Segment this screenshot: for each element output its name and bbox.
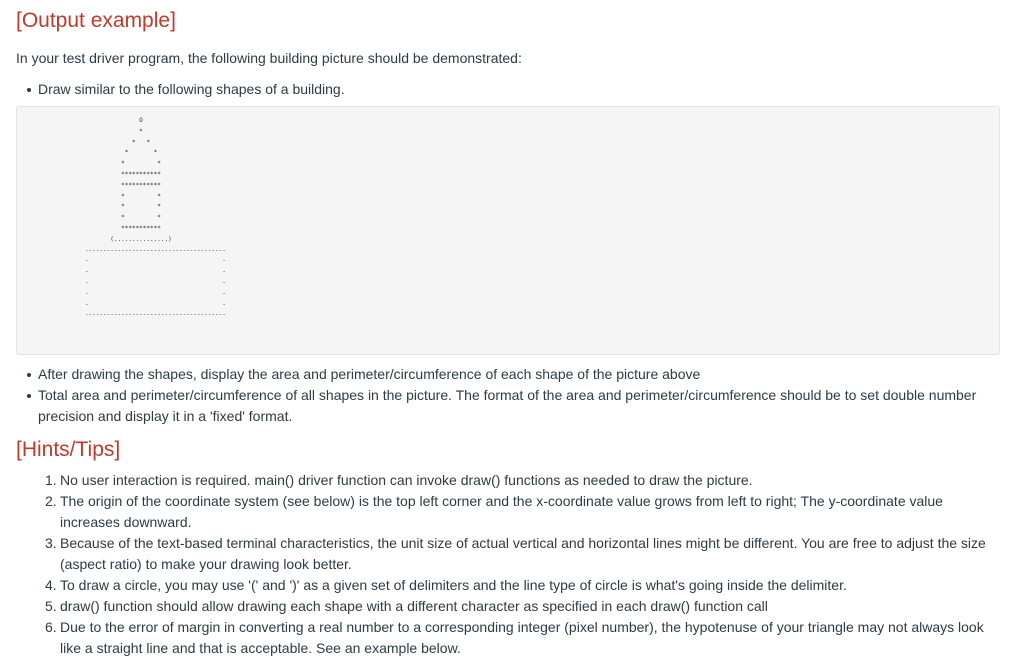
hint-number: 5. (45, 598, 57, 614)
hint-item (16, 533, 1000, 575)
hints-list (16, 470, 1000, 659)
code-block (16, 106, 1000, 355)
hint-item (16, 617, 1000, 659)
hint-number: 4. (45, 577, 57, 593)
intro-paragraph: In your test driver program, the following building picture should be demonstrated: (16, 50, 522, 66)
hint-text: To draw a circle, you may use '(' and ')' as a given set of delimiters and the line type of circle is what's going inside the delimiter. (60, 577, 847, 593)
hint-item (16, 596, 1000, 617)
hints-tips-heading: [Hints/Tips] (16, 438, 121, 461)
hint-number: 6. (45, 619, 57, 635)
ascii-building-drawing: O * * * * * * * *********** *********** * * * * * * *********** (...............) --------------------------------------- - - - - - - - - - - --------------------------------------- (85, 117, 226, 319)
bullet-list-bottom (16, 364, 1000, 427)
hint-text: No user interaction is required. main() driver function can invoke draw() functions as needed to draw the picture. (60, 472, 753, 488)
list-item: Total area and perimeter/circumference of all shapes in the picture. The format of the area and perimeter/circumference should be to set double number precision and display it in a 'fixed' format. (16, 385, 1000, 427)
list-item: After drawing the shapes, display the area and perimeter/circumference of each shape of the picture above (16, 364, 1000, 385)
hint-text: The origin of the coordinate system (see below) is the top left corner and the x-coordinate value grows from left to right; The y-coordinate value increases downward. (60, 493, 943, 530)
output-example-heading: [Output example] (16, 9, 176, 32)
bullet-list-top (16, 79, 1000, 100)
hint-number: 1. (45, 472, 57, 488)
hint-text: Due to the error of margin in converting a real number to a corresponding integer (pixel number), the hypotenuse of your triangle may not always look like a straight line and that is acceptable. See an example below. (60, 619, 984, 656)
hint-text: Because of the text-based terminal characteristics, the unit size of actual vertical and horizontal lines might be different. You are free to adjust the size (aspect ratio) to make your drawing look better. (60, 535, 986, 572)
hint-item (16, 575, 1000, 596)
hint-number: 3. (45, 535, 57, 551)
hint-item (16, 470, 1000, 491)
hint-text: draw() function should allow drawing each shape with a different character as specified in each draw() function call (60, 598, 768, 614)
list-item: Draw similar to the following shapes of a building. (16, 79, 1000, 100)
hint-item (16, 491, 1000, 533)
hint-number: 2. (45, 493, 57, 509)
